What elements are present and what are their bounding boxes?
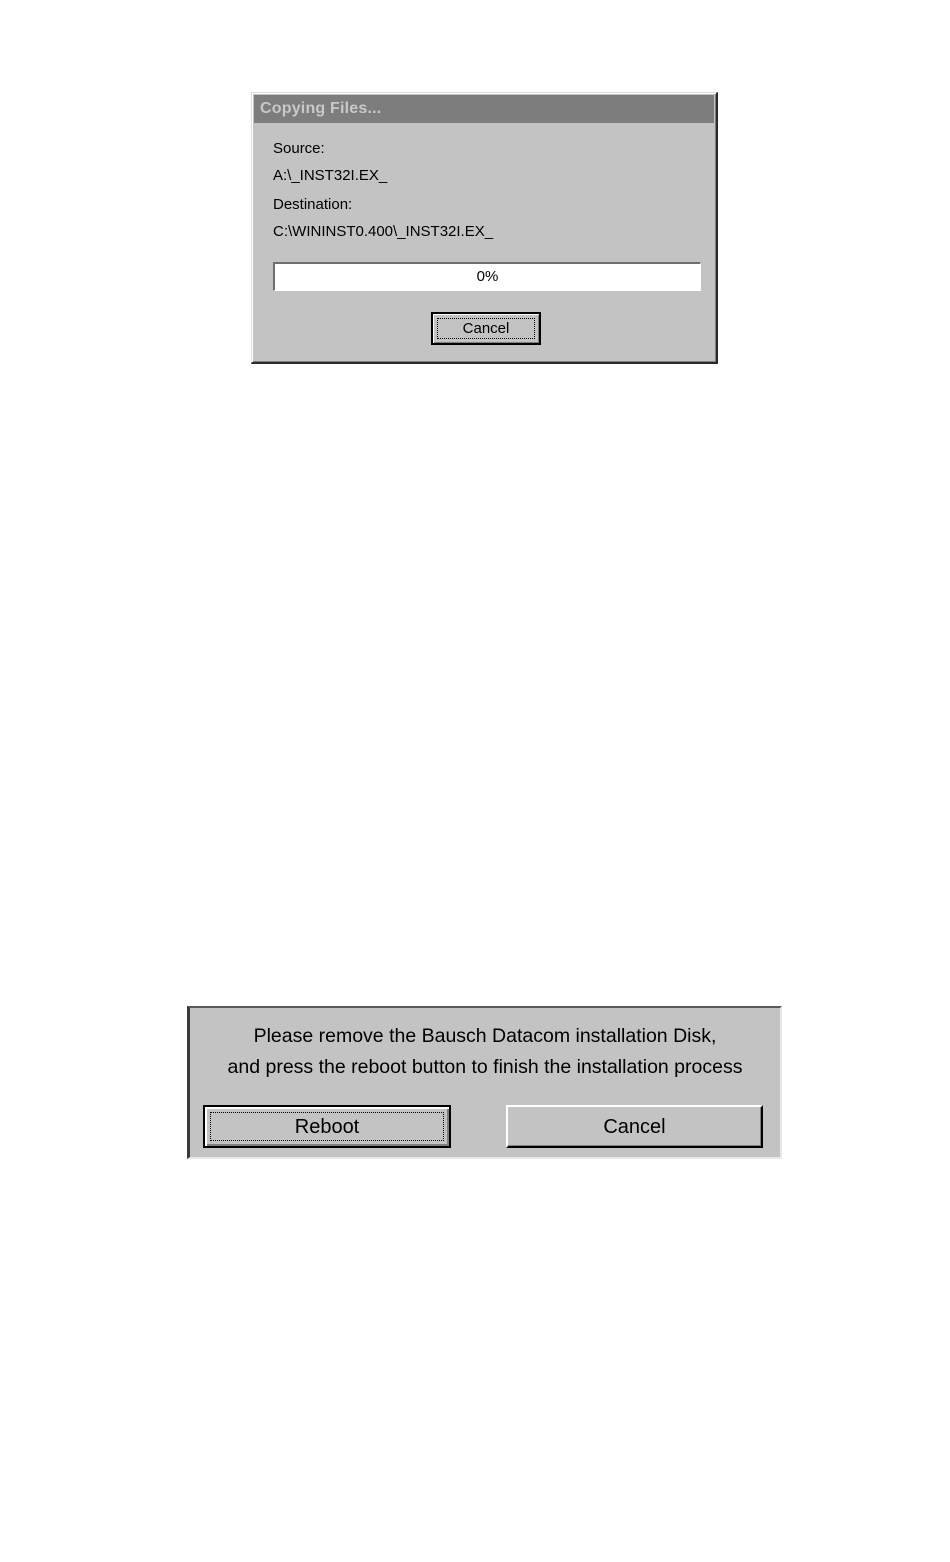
reboot-dialog [187, 1006, 782, 1159]
reboot-cancel-button-label: Cancel [603, 1116, 666, 1138]
progress-percent: 0% [476, 268, 499, 285]
destination-path: C:\WININST0.400\_INST32I.EX_ [273, 223, 494, 240]
source-label: Source: [273, 140, 325, 157]
reboot-message-line-1: Please remove the Bausch Datacom installation Disk, [253, 1025, 717, 1047]
source-path: A:\_INST32I.EX_ [273, 167, 388, 184]
destination-label: Destination: [273, 196, 353, 213]
progress-bar [273, 262, 701, 291]
dialog-title: Copying Files... [260, 100, 382, 117]
cancel-button[interactable] [431, 312, 541, 345]
reboot-button[interactable] [203, 1105, 451, 1148]
reboot-cancel-button[interactable] [506, 1105, 763, 1148]
title-bar[interactable] [254, 95, 714, 123]
copying-files-dialog [251, 92, 718, 364]
reboot-button-label: Reboot [294, 1116, 360, 1138]
cancel-button-label: Cancel [462, 320, 510, 337]
reboot-message-line-2: and press the reboot button to finish the installation process [227, 1056, 743, 1078]
